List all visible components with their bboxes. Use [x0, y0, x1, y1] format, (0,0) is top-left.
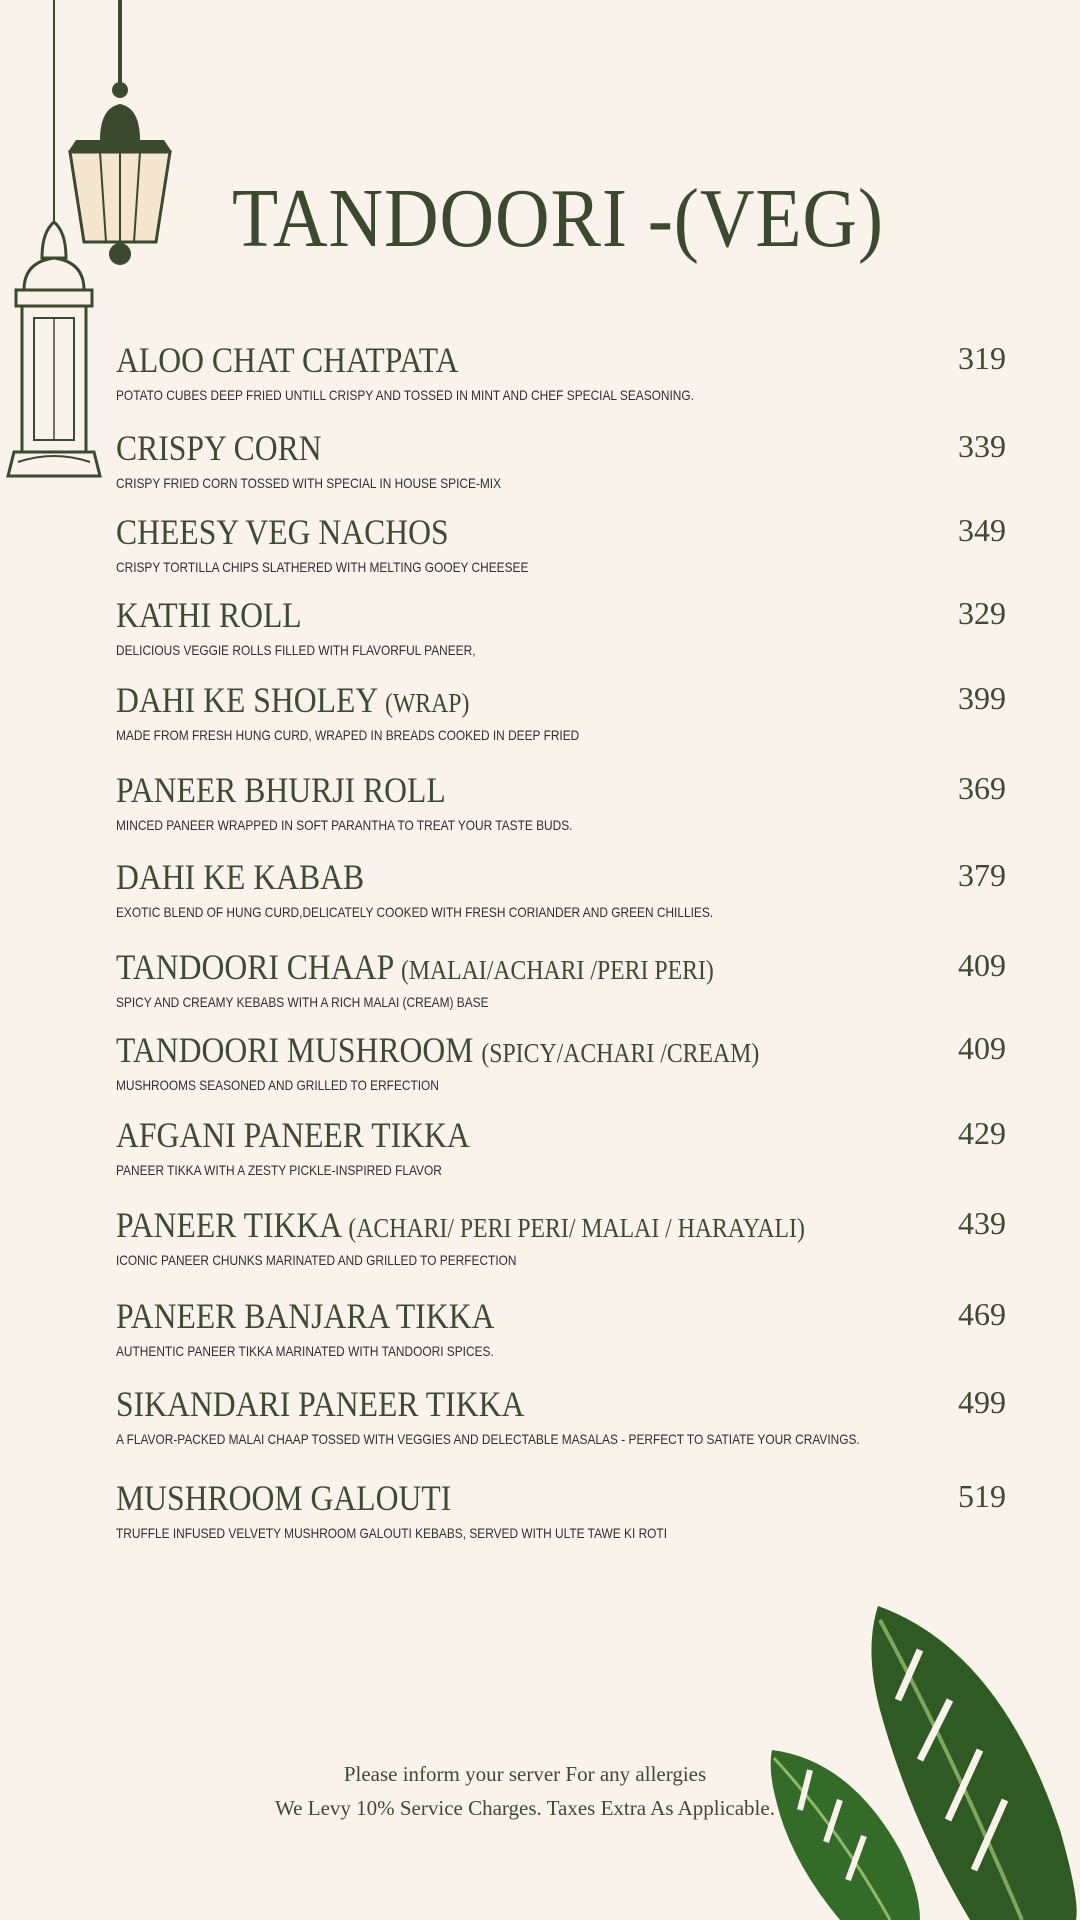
menu-item-price: 409 [958, 1030, 1006, 1066]
menu-item [116, 595, 1016, 658]
menu-item [116, 340, 1016, 403]
menu-item-description: AUTHENTIC PANEER TIKKA MARINATED WITH TANDOORI SPICES. [116, 1343, 494, 1359]
menu-item-name: CHEESY VEG NACHOS [116, 512, 449, 552]
menu-item [116, 947, 1016, 1010]
menu-item-description: MADE FROM FRESH HUNG CURD, WRAPED IN BREADS COOKED IN DEEP FRIED [116, 727, 580, 743]
menu-item [116, 1296, 1016, 1359]
menu-item-name: ALOO CHAT CHATPATA [116, 340, 459, 380]
menu-item-price: 439 [958, 1205, 1006, 1241]
menu-item [116, 1478, 1016, 1541]
menu-item-description: PANEER TIKKA WITH A ZESTY PICKLE-INSPIRED FLAVOR [116, 1162, 442, 1178]
menu-item-name: CRISPY CORN [116, 428, 322, 468]
menu-item-price: 409 [958, 947, 1006, 983]
leaf-icon [760, 1590, 1080, 1920]
standing-lantern-icon [4, 0, 104, 480]
menu-item-price: 519 [958, 1478, 1006, 1514]
menu-item-variant: (SPICY/ACHARI /CREAM) [481, 1038, 760, 1068]
menu-item [116, 770, 1016, 833]
menu-item [116, 1205, 1016, 1268]
menu-item-name: TANDOORI MUSHROOM (SPICY/ACHARI /CREAM) [116, 1030, 760, 1070]
service-charge-note: We Levy 10% Service Charges. Taxes Extra As Applicable. [275, 1796, 775, 1820]
menu-item-name: PANEER BHURJI ROLL [116, 770, 446, 810]
menu-item-price: 339 [958, 428, 1006, 464]
menu-item-description: CRISPY FRIED CORN TOSSED WITH SPECIAL IN HOUSE SPICE-MIX [116, 475, 502, 491]
page-title: TANDOORI -(VEG) [232, 172, 885, 265]
menu-item-price: 319 [958, 340, 1006, 376]
menu-item-variant: (MALAI/ACHARI /PERI PERI) [400, 955, 714, 985]
menu-item-description: EXOTIC BLEND OF HUNG CURD,DELICATELY COOKED WITH FRESH CORIANDER AND GREEN CHILLIES. [116, 904, 714, 920]
menu-item-name: TANDOORI CHAAP (MALAI/ACHARI /PERI PERI) [116, 947, 714, 987]
menu-item-description: TRUFFLE INFUSED VELVETY MUSHROOM GALOUTI KEBABS, SERVED WITH ULTE TAWE KI ROTI [116, 1525, 668, 1541]
menu-item [116, 1030, 1016, 1093]
menu-item-price: 349 [958, 512, 1006, 548]
menu-item-name: SIKANDARI PANEER TIKKA [116, 1384, 525, 1424]
menu-item-name: PANEER TIKKA (ACHARI/ PERI PERI/ MALAI / HARAYALI) [116, 1205, 805, 1245]
menu-item-price: 399 [958, 680, 1006, 716]
menu-item [116, 1115, 1016, 1178]
menu-item [116, 1384, 1016, 1447]
menu-item-description: MUSHROOMS SEASONED AND GRILLED TO ERFECTION [116, 1077, 439, 1093]
menu-item-name: PANEER BANJARA TIKKA [116, 1296, 495, 1336]
menu-item-description: DELICIOUS VEGGIE ROLLS FILLED WITH FLAVORFUL PANEER, [116, 642, 476, 658]
menu-item-description: SPICY AND CREAMY KEBABS WITH A RICH MALAI (CREAM) BASE [116, 994, 489, 1010]
menu-item-variant: (ACHARI/ PERI PERI/ MALAI / HARAYALI) [348, 1213, 805, 1243]
menu-item [116, 428, 1016, 491]
menu-item [116, 680, 1016, 743]
menu-item-price: 379 [958, 857, 1006, 893]
menu-item-price: 369 [958, 770, 1006, 806]
menu-item-price: 499 [958, 1384, 1006, 1420]
allergy-note: Please inform your server For any allergies [343, 1762, 707, 1786]
menu-item-name: KATHI ROLL [116, 595, 302, 635]
menu-item-price: 329 [958, 595, 1006, 631]
menu-item-price: 429 [958, 1115, 1006, 1151]
menu-item-name: DAHI KE SHOLEY (WRAP) [116, 680, 470, 720]
menu-item [116, 857, 1016, 920]
menu-item-variant: (WRAP) [384, 688, 470, 718]
menu-item-description: POTATO CUBES DEEP FRIED UNTILL CRISPY AND TOSSED IN MINT AND CHEF SPECIAL SEASONING. [116, 387, 694, 403]
menu-item-description: MINCED PANEER WRAPPED IN SOFT PARANTHA TO TREAT YOUR TASTE BUDS. [116, 817, 573, 833]
menu-item-name: DAHI KE KABAB [116, 857, 365, 897]
menu-item-description: CRISPY TORTILLA CHIPS SLATHERED WITH MELTING GOOEY CHEESEE [116, 559, 529, 575]
menu-item-name: AFGANI PANEER TIKKA [116, 1115, 470, 1155]
menu-item-price: 469 [958, 1296, 1006, 1332]
menu-item-description: A FLAVOR-PACKED MALAI CHAAP TOSSED WITH VEGGIES AND DELECTABLE MASALAS - PERFECT TO SATIATE YOUR CRAVINGS. [116, 1431, 860, 1447]
menu-item-name: MUSHROOM GALOUTI [116, 1478, 452, 1518]
menu-item-description: ICONIC PANEER CHUNKS MARINATED AND GRILLED TO PERFECTION [116, 1252, 517, 1268]
menu-item [116, 512, 1016, 575]
